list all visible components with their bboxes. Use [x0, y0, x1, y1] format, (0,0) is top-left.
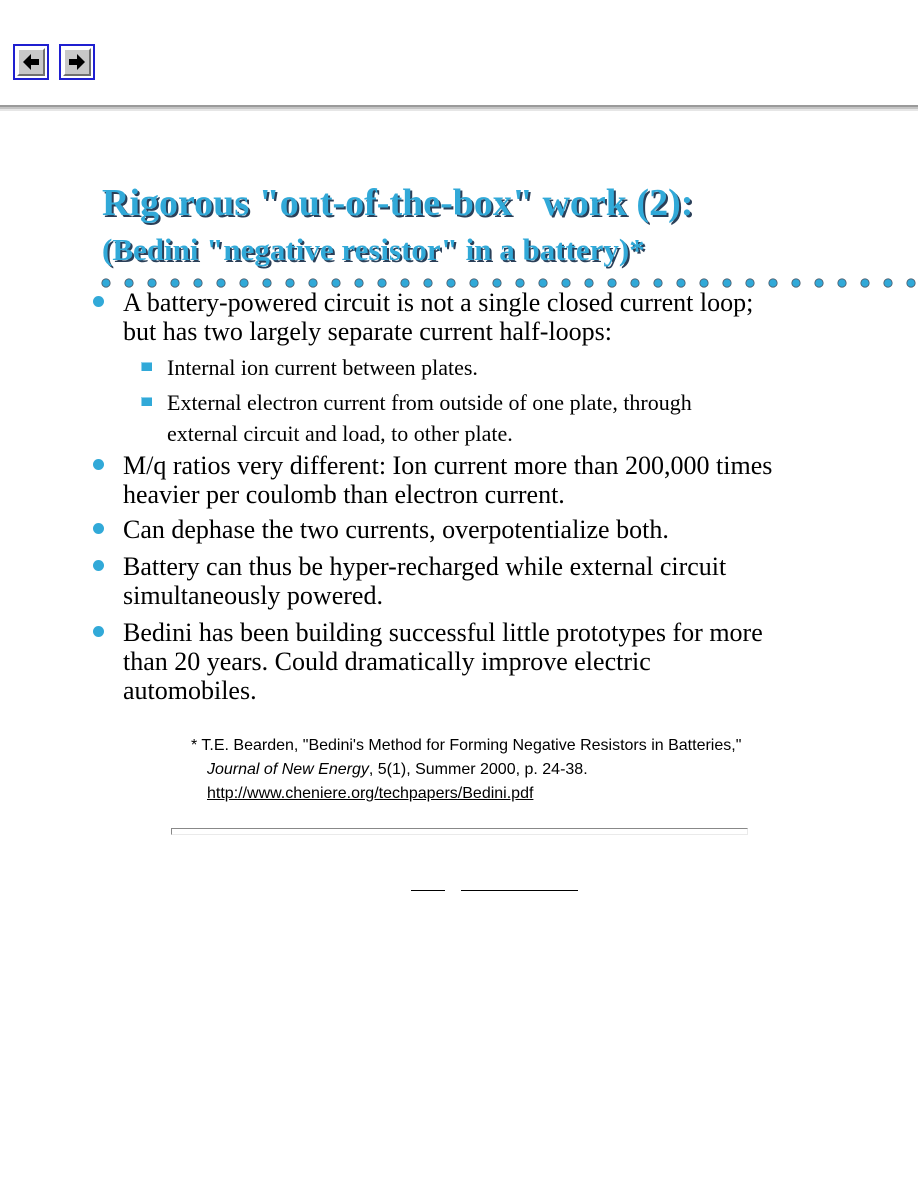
bullet-dot-icon — [93, 560, 104, 571]
bullet-dot-icon — [93, 626, 104, 637]
slide-subtitle: (Bedini "negative resistor" in a battery)* — [102, 232, 645, 267]
bullet-square-icon — [141, 397, 152, 406]
journal-name: Journal of New Energy — [207, 761, 369, 778]
bullet-item: Can dephase the two currents, overpotentialize both. — [123, 515, 883, 544]
arrow-left-icon — [20, 51, 42, 73]
bullet-item: Battery can thus be hyper-recharged while external circuit simultaneously powered. — [123, 552, 883, 610]
bullet-dot-icon — [93, 523, 104, 534]
header-divider — [0, 105, 918, 111]
sub-bullet-item: External electron current from outside of one plate, through external circuit and load, to other plate. — [167, 387, 857, 449]
bullet-dot-icon — [93, 459, 104, 470]
bullet-item: M/q ratios very different: Ion current more than 200,000 times heavier per coulomb than electron current. — [123, 451, 883, 509]
bullet-item: A battery-powered circuit is not a single closed current loop; but has two largely separate current half-loops: — [123, 288, 883, 346]
next-slide-button[interactable] — [59, 44, 95, 80]
footnote — [191, 734, 871, 806]
footnote-prefix: * T.E. Bearden, "Bedini's Method for Forming Negative Resistors in Batteries," — [191, 737, 742, 754]
bottom-link-short[interactable] — [411, 870, 445, 891]
sub-bullet-item: Internal ion current between plates. — [167, 352, 857, 383]
bullet-dot-icon — [93, 296, 104, 307]
journal-citation: , 5(1), Summer 2000, p. 24-38. — [368, 761, 588, 778]
arrow-right-icon — [66, 51, 88, 73]
slide-title: Rigorous "out-of-the-box" work (2): — [102, 182, 694, 224]
footer-divider — [171, 828, 748, 835]
bottom-link-long[interactable] — [461, 870, 578, 891]
reference-link[interactable]: http://www.cheniere.org/techpapers/Bedini.pdf — [207, 785, 534, 802]
bullet-item: Bedini has been building successful little prototypes for more than 20 years. Could dramatically improve electric automobiles. — [123, 618, 883, 705]
bullet-square-icon — [141, 362, 152, 371]
previous-slide-button[interactable] — [13, 44, 49, 80]
